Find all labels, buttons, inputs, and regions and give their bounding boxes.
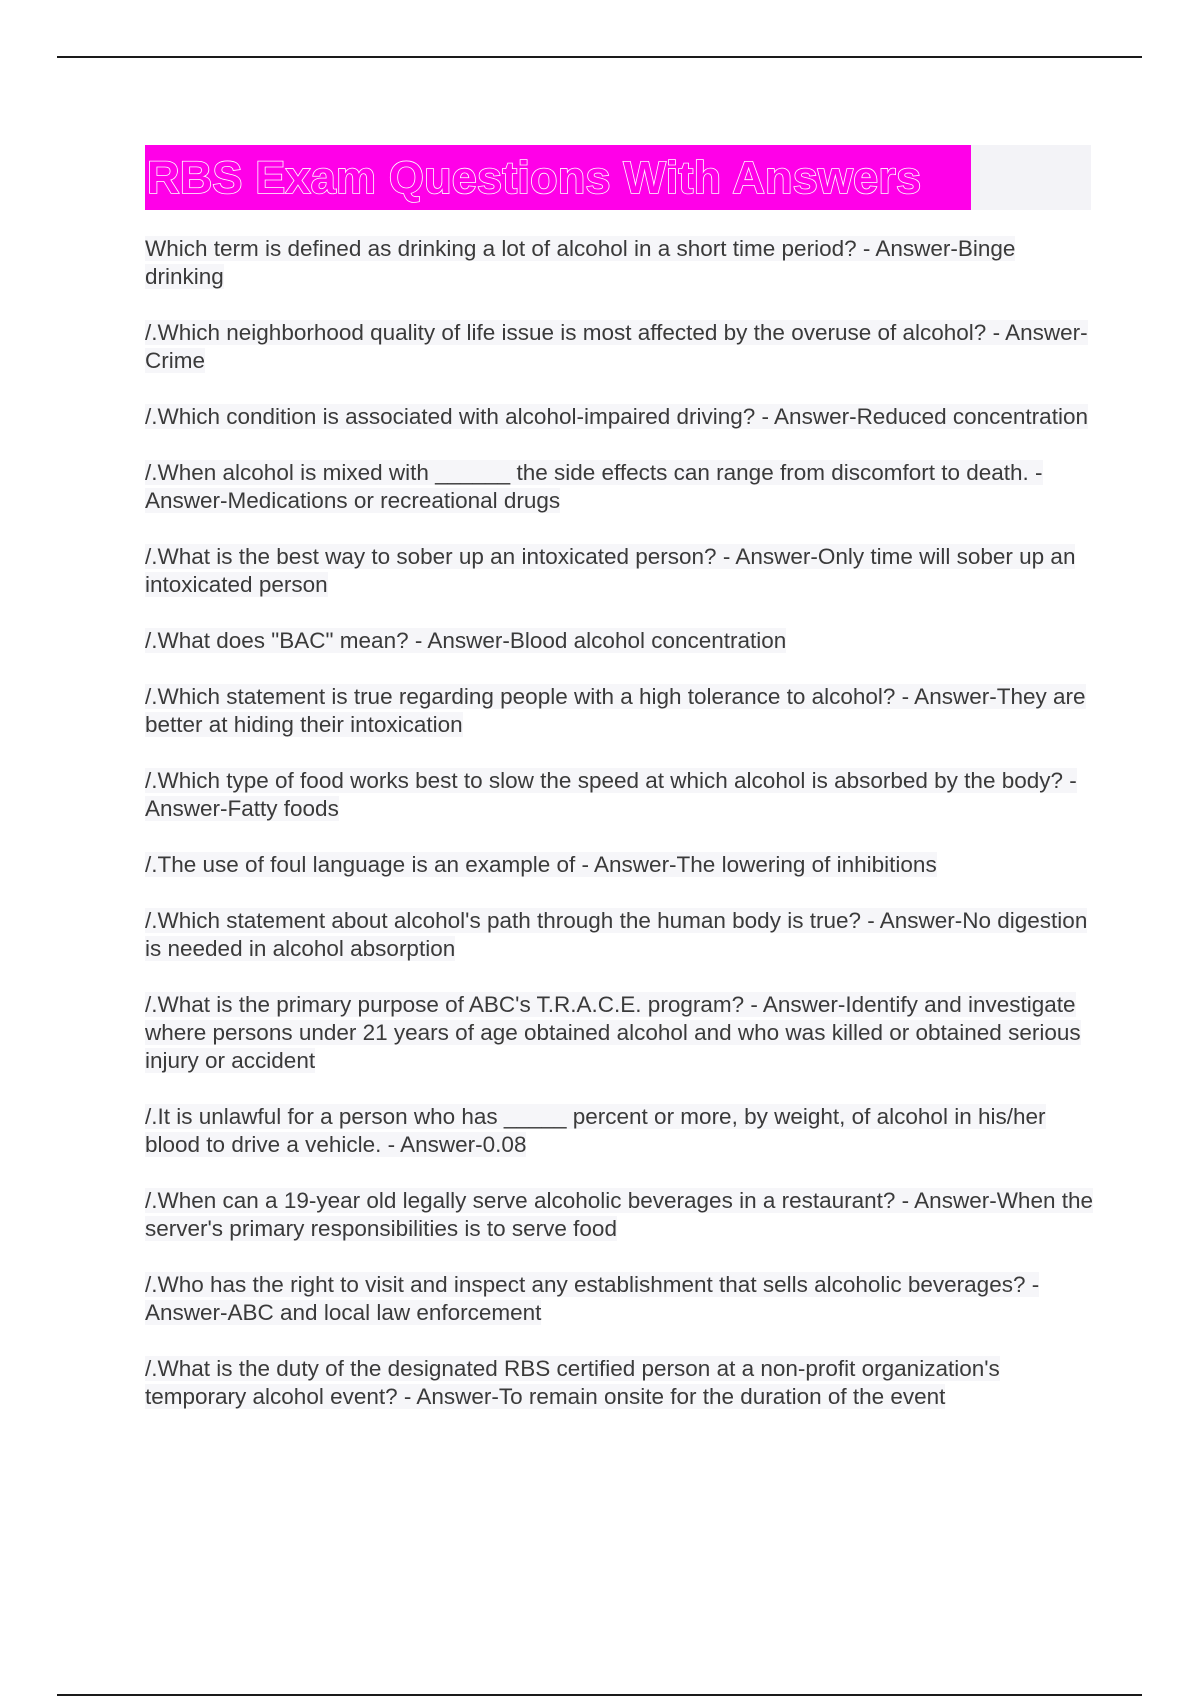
qa-item — [145, 543, 1100, 599]
header-rule — [57, 56, 1142, 58]
footer-rule — [57, 1694, 1142, 1696]
qa-text: /.What does "BAC" mean? - Answer-Blood alcohol concentration — [145, 628, 787, 653]
qa-item — [145, 627, 1100, 655]
qa-text: /.Which type of food works best to slow the speed at which alcohol is absorbed by the body? - Answer-Fatty foods — [145, 768, 1077, 821]
qa-text: /.Which statement is true regarding people with a high tolerance to alcohol? - Answer-They are better at hiding their intoxication — [145, 684, 1086, 737]
qa-text: /.What is the primary purpose of ABC's T.R.A.C.E. program? - Answer-Identify and investigate where persons under 21 years of age obtained alcohol and who was killed or obtained serious injury or accident — [145, 992, 1081, 1073]
qa-text: /.Which condition is associated with alcohol-impaired driving? - Answer-Reduced concentration — [145, 404, 1088, 429]
qa-list — [145, 235, 1100, 1439]
qa-text: Which term is defined as drinking a lot of alcohol in a short time period? - Answer-Binge drinking — [145, 236, 1016, 289]
qa-item — [145, 235, 1100, 291]
qa-text: /.It is unlawful for a person who has _____ percent or more, by weight, of alcohol in his/her blood to drive a vehicle. - Answer-0.08 — [145, 1104, 1046, 1157]
qa-text: /.What is the best way to sober up an intoxicated person? - Answer-Only time will sober up an intoxicated person — [145, 544, 1076, 597]
qa-item — [145, 403, 1100, 431]
qa-item — [145, 767, 1100, 823]
qa-item — [145, 1271, 1100, 1327]
qa-item — [145, 1187, 1100, 1243]
qa-item — [145, 459, 1100, 515]
qa-item — [145, 1103, 1100, 1159]
qa-item — [145, 991, 1100, 1075]
qa-item — [145, 683, 1100, 739]
qa-item — [145, 1355, 1100, 1411]
document-title: RBS Exam Questions With Answers — [145, 145, 971, 210]
qa-item — [145, 851, 1100, 879]
qa-text: /.Which statement about alcohol's path through the human body is true? - Answer-No digestion is needed in alcohol absorption — [145, 908, 1088, 961]
qa-item — [145, 319, 1100, 375]
qa-text: /.Who has the right to visit and inspect any establishment that sells alcoholic beverages? - Answer-ABC and local law enforcement — [145, 1272, 1040, 1325]
qa-text: /.When can a 19-year old legally serve alcoholic beverages in a restaurant? - Answer-When the server's primary responsibilities is to serve food — [145, 1188, 1093, 1241]
qa-text: /.What is the duty of the designated RBS certified person at a non-profit organization's temporary alcohol event? - Answer-To remain onsite for the duration of the event — [145, 1356, 1000, 1409]
qa-text: /.Which neighborhood quality of life issue is most affected by the overuse of alcohol? - Answer-Crime — [145, 320, 1088, 373]
qa-text: /.The use of foul language is an example of - Answer-The lowering of inhibitions — [145, 852, 937, 877]
qa-item — [145, 907, 1100, 963]
qa-text: /.When alcohol is mixed with ______ the side effects can range from discomfort to death. - Answer-Medications or recreational drugs — [145, 460, 1043, 513]
